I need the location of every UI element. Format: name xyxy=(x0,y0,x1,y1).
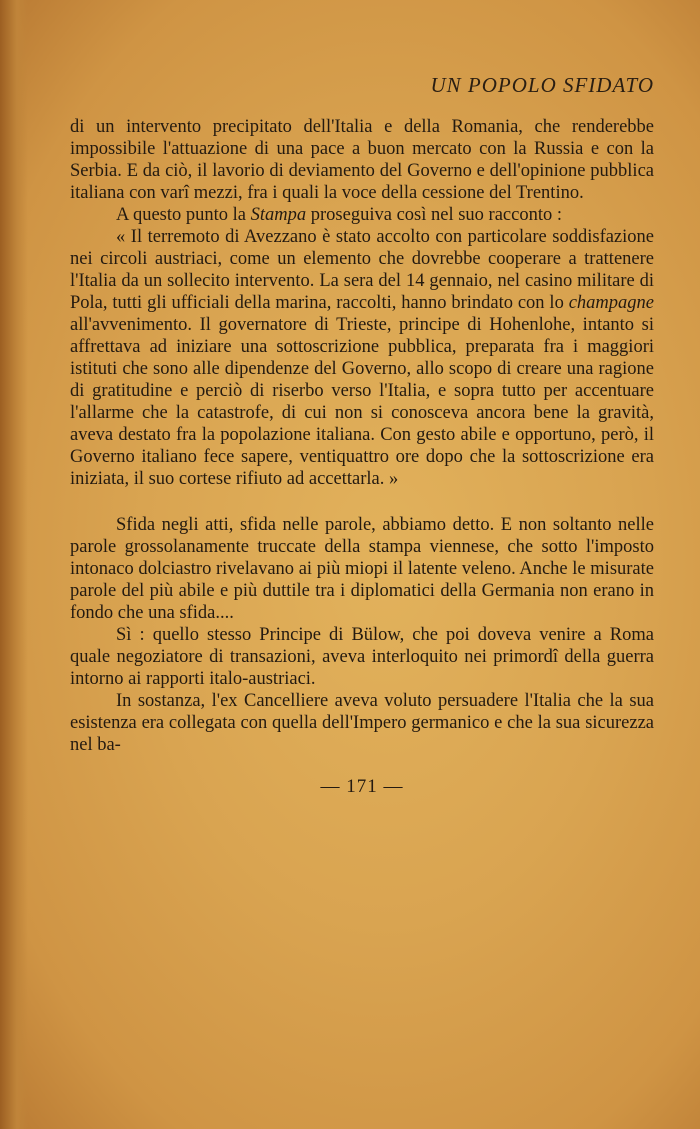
page-number: — 171 — xyxy=(320,776,404,797)
paragraph-3-text-a: « Il terremoto di Avezzano è stato accolto con particolare soddisfazione nei circoli austriaci, come un elemento che dovrebbe cooperare a trattenere l'Italia da un sollecito intervento. La sera del 14 gennaio, nel casino militare di Pola, tutti gli ufficiali della marina, raccolti, hanno brindato con lo xyxy=(70,227,654,313)
paragraph-2-text-a: A questo punto la xyxy=(116,205,251,225)
paragraph-3-emphasis: champagne xyxy=(568,293,654,313)
paragraph-1: di un intervento precipitato dell'Italia e della Romania, che renderebbe impossibile l'attuazione di una pace a buon mercato con la Russia e con la Serbia. E da ciò, il lavorio di deviamento del Governo e dell'opinione pubblica italiana con varî mezzi, fra i quali la voce della cessione del Trentino. xyxy=(70,117,654,203)
book-page xyxy=(70,72,654,798)
paragraph-2-emphasis: Stampa xyxy=(250,205,307,225)
paragraph-2-text-b: proseguiva così nel suo racconto : xyxy=(306,205,562,225)
running-head: UN POPOLO SFIDATO xyxy=(430,73,654,97)
paragraph-3-text-b: all'avvenimento. Il governatore di Trieste, principe di Hohenlohe, intanto si affrettava ad iniziare una sottoscrizione pubblica, preparata fra i maggiori istituti che sono alle dipendenze del Governo, allo scopo di creare una ragione di gratitudine e perciò di riserbo verso l'Italia, e sopra tutto per accentuare l'allarme che la catastrofe, di cui non si conosceva ancora bene la gravità, aveva destato fra la popolazione italiana. Con gesto abile e opportuno, però, il Governo italiano fece sapere, ventiquattro ore dopo che la sottoscrizione era iniziata, il suo cortese rifiuto ad accettarla. » xyxy=(70,315,654,489)
paragraph-3-quote xyxy=(70,226,654,490)
paragraph-5: Sì : quello stesso Principe di Bülow, che poi doveva venire a Roma quale negoziatore di transazioni, aveva interloquito nei primordî della guerra intorno ai rapporti italo-austriaci. xyxy=(70,625,654,689)
paragraph-4: Sfida negli atti, sfida nelle parole, abbiamo detto. E non soltanto nelle parole grossolanamente truccate della stampa viennese, che sotto l'imposto intonaco dolciastro rivelavano ai più miopi il latente veleno. Anche le misurate parole del più abile e più duttile tra i diplomatici della Germania non erano in fondo che una sfida.... xyxy=(70,515,654,623)
body-text xyxy=(70,116,654,756)
paragraph-2 xyxy=(70,204,654,226)
page-edge-shadow xyxy=(0,0,28,1129)
paragraph-6: In sostanza, l'ex Cancelliere aveva voluto persuadere l'Italia che la sua esistenza era collegata con quella dell'Impero germanico e che la sua sicurezza nel ba- xyxy=(70,691,654,755)
paragraph-gap xyxy=(70,490,654,514)
